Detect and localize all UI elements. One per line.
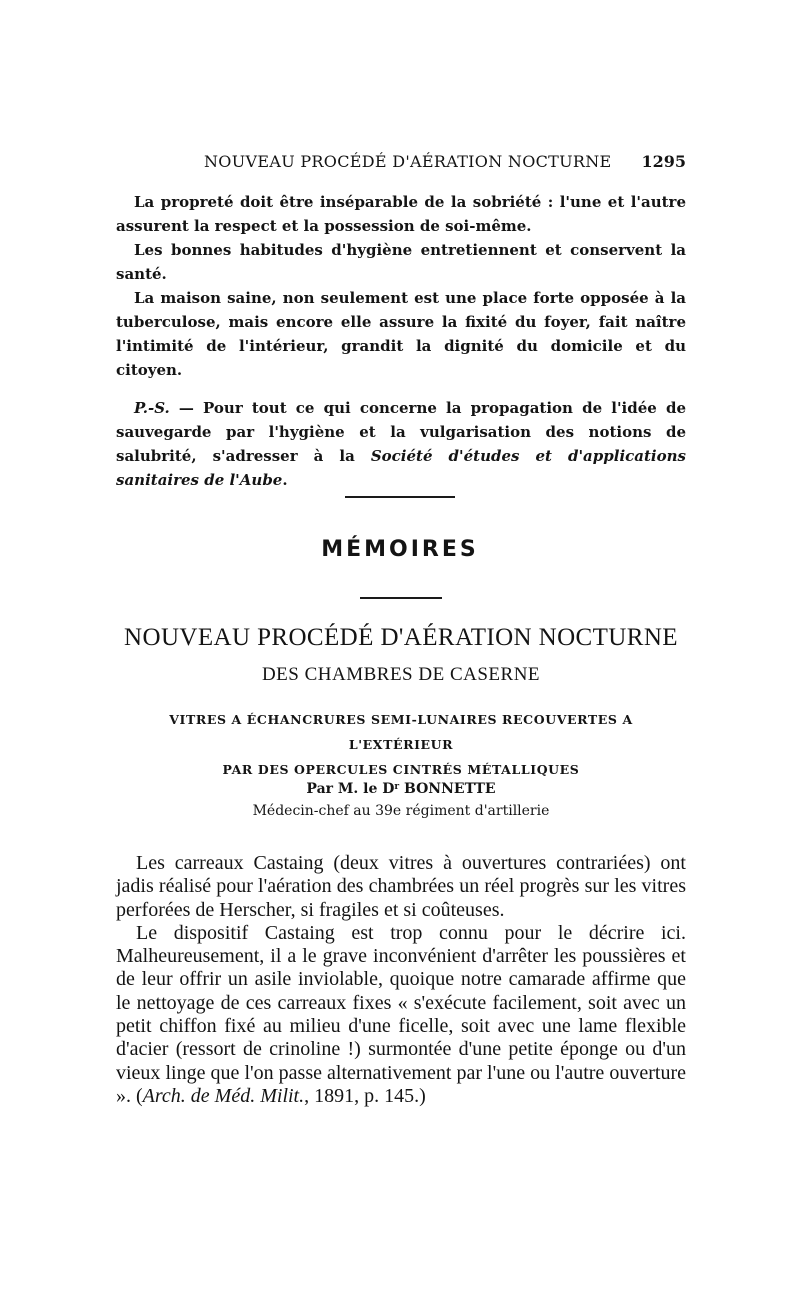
- section-heading: MÉMOIRES: [321, 537, 479, 562]
- running-header: [120, 152, 686, 178]
- author-prefix: Par M. le D: [306, 781, 395, 797]
- byline: [116, 778, 686, 822]
- author-title-superscript: r: [394, 782, 400, 792]
- body-paragraph-2-text: Le dispositif Castaing est trop connu pour le décrire ici. Malheureusement, il a le grave inconvénient d'arrêter les poussières et de leur offrir un asile inviolable, quoique notre camarade affirme que le nettoyage de ces carreaux fixes « s'exécute facilement, soit avec un petit chiffon fixé au milieu d'une ficelle, soit avec une lame flexible d'acier (ressort de crinoline !) surmontée d'une petite éponge ou d'un vieux linge que l'on passe alternativement par l'une ou l'autre ouverture ». (: [116, 921, 686, 1107]
- article-body: [116, 852, 686, 1108]
- postscript-label: P.-S.: [134, 399, 170, 417]
- body-paragraph-2: [116, 922, 686, 1108]
- page-number: 1295: [641, 152, 686, 171]
- postscript: [116, 396, 686, 492]
- description-line-1: VITRES A ÉCHANCRURES SEMI-LUNAIRES RECOUVERTES A L'EXTÉRIEUR: [169, 712, 633, 752]
- divider-rule-bottom: [360, 597, 442, 599]
- notice-paragraph-3: La maison saine, non seulement est une place forte opposée à la tuberculose, mais encore elle assure la fixité du foyer, fait naître l'intimité de l'intérieur, grandit la dignité du domicile et du citoyen.: [116, 289, 686, 379]
- author-role: Médecin-chef au 39e régiment d'artillerie: [252, 803, 550, 819]
- article-title: NOUVEAU PROCÉDÉ D'AÉRATION NOCTURNE: [124, 624, 678, 651]
- citation-source: Arch. de Méd. Milit.: [142, 1084, 305, 1107]
- body-paragraph-1: Les carreaux Castaing (deux vitres à ouvertures contrariées) ont jadis réalisé pour l'aération des chambrées un réel progrès sur les vitres perforées de Herscher, si fragiles et si coûteuses.: [116, 852, 686, 921]
- postscript-end: .: [282, 471, 288, 489]
- notice-paragraph-1: La propreté doit être inséparable de la sobriété : l'une et l'autre assurent la respect et la possession de soi-même.: [116, 193, 686, 235]
- description-line-2: PAR DES OPERCULES CINTRÉS MÉTALLIQUES: [222, 762, 580, 777]
- running-title: NOUVEAU PROCÉDÉ D'AÉRATION NOCTURNE: [204, 152, 612, 171]
- article-description: [116, 707, 686, 782]
- author-name: BONNETTE: [399, 781, 496, 797]
- citation-details: , 1891, p. 145.): [304, 1084, 426, 1107]
- hygiene-notice: [116, 190, 686, 492]
- postscript-text: — Pour tout ce qui concerne la propagation de l'idée de sauvegarde par l'hygiène et la vulgarisation des notions de salubrité, s'adresser à la: [116, 399, 686, 465]
- article-subtitle: DES CHAMBRES DE CASERNE: [261, 664, 541, 685]
- notice-paragraph-2: Les bonnes habitudes d'hygiène entretiennent et conservent la santé.: [116, 241, 686, 283]
- author-line: [116, 778, 686, 800]
- society-name: Société d'études et d'applications sanitaires de l'Aube: [116, 447, 686, 489]
- divider-rule-top: [345, 496, 455, 498]
